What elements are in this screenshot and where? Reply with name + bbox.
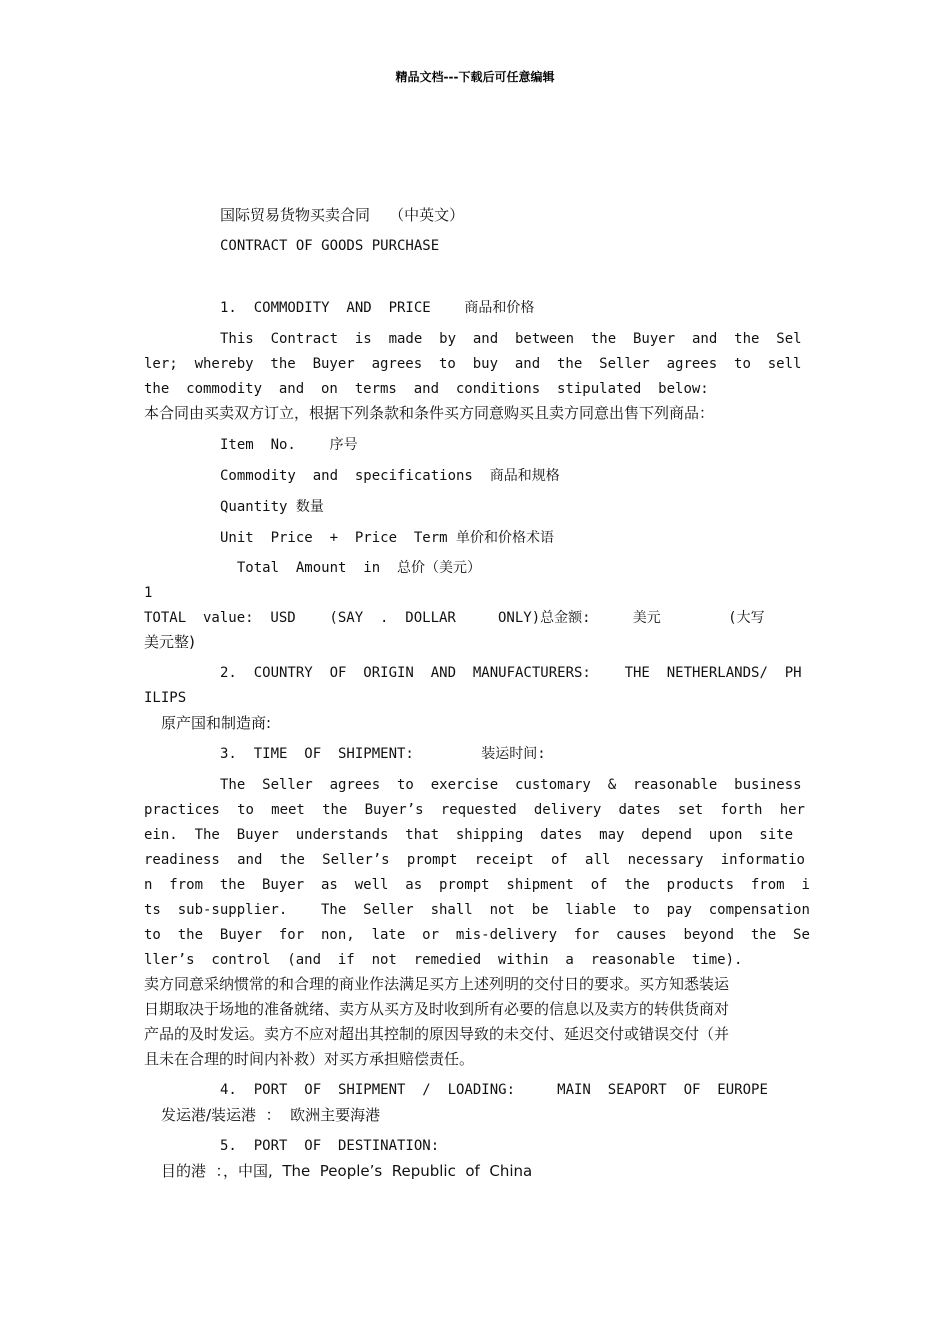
section-3-para-cn: 产品的及时发运。卖方不应对超出其控制的原因导致的未交付、延迟交付或错误交付（并 bbox=[144, 1025, 730, 1043]
section-3-para-line: ein. The Buyer understands that shipping dates may depend upon site bbox=[144, 827, 794, 843]
section-1-para-cn: 本合同由买卖双方订立，根据下列条款和条件买方同意购买且卖方同意出售下列商品： bbox=[144, 404, 715, 422]
section-4-heading: 4. PORT OF SHIPMENT / LOADING: MAIN SEAPORT OF EUROPE bbox=[220, 1082, 768, 1098]
section-1-para-line: the commodity and on terms and conditions stipulated below: bbox=[144, 381, 709, 397]
page-banner: 精品文档---下载后可任意编辑 bbox=[395, 70, 555, 84]
section-3-para-line: readiness and the Seller’s prompt receipt of all necessary informatio bbox=[144, 852, 805, 868]
section-2-cn: 原产国和制造商: bbox=[161, 714, 272, 732]
section-2-heading: 2. COUNTRY OF ORIGIN AND MANUFACTURERS: THE NETHERLANDS/ PH bbox=[220, 665, 802, 681]
total-value-line: 美元整) bbox=[144, 633, 195, 651]
section-1-para-line: This Contract is made by and between the Buyer and the Sel bbox=[220, 331, 802, 347]
contract-title-cn: 国际贸易货物买卖合同 （中英文） bbox=[220, 206, 465, 224]
section-5-cn: 目的港 ：，中国, The People’s Republic of China bbox=[161, 1162, 533, 1180]
section-3-para-cn: 日期取决于场地的准备就绪、卖方从买方及时收到所有必要的信息以及卖方的转供货商对 bbox=[144, 1000, 730, 1018]
section-4-cn: 发运港/装运港 ： 欧洲主要海港 bbox=[161, 1106, 381, 1124]
field-item-no: Item No. 序号 bbox=[220, 437, 358, 453]
section-3-para-cn: 卖方同意采纳惯常的和合理的商业作法满足买方上述列明的交付日的要求。买方知悉装运 bbox=[144, 975, 730, 993]
contract-title-en: CONTRACT OF GOODS PURCHASE bbox=[220, 238, 440, 254]
field-commodity: Commodity and specifications 商品和规格 bbox=[220, 468, 560, 484]
field-total-amount: Total Amount in 总价（美元） bbox=[220, 560, 482, 576]
section-3-para-cn: 且未在合理的时间内补救）对买方承担赔偿责任。 bbox=[144, 1050, 475, 1068]
section-3-para-line: practices to meet the Buyer’s requested delivery dates set forth her bbox=[144, 802, 805, 818]
section-3-para-line: The Seller agrees to exercise customary & reasonable business bbox=[220, 777, 802, 793]
section-3-para-line: to the Buyer for non, late or mis-delivery for causes beyond the Se bbox=[144, 927, 810, 943]
section-5-heading: 5. PORT OF DESTINATION: bbox=[220, 1138, 440, 1154]
field-unit-price: Unit Price + Price Term 单价和价格术语 bbox=[220, 530, 555, 546]
section-1-heading: 1. COMMODITY AND PRICE 商品和价格 bbox=[220, 300, 535, 316]
total-value-line: TOTAL value: USD (SAY . DOLLAR ONLY)总金额: 美元 (大写 bbox=[144, 610, 765, 626]
field-quantity: Quantity 数量 bbox=[220, 499, 324, 515]
section-3-heading: 3. TIME OF SHIPMENT: 装运时间: bbox=[220, 746, 546, 762]
row-number: 1 bbox=[144, 585, 153, 601]
section-2-heading: ILIPS bbox=[144, 690, 187, 706]
section-1-para-line: ler; whereby the Buyer agrees to buy and the Seller agrees to sell bbox=[144, 356, 802, 372]
section-3-para-line: ller’s control (and if not remedied within a reasonable time). bbox=[144, 952, 743, 968]
section-3-para-line: n from the Buyer as well as prompt shipment of the products from i bbox=[144, 877, 810, 893]
section-3-para-line: ts sub-supplier. The Seller shall not be liable to pay compensation bbox=[144, 902, 810, 918]
